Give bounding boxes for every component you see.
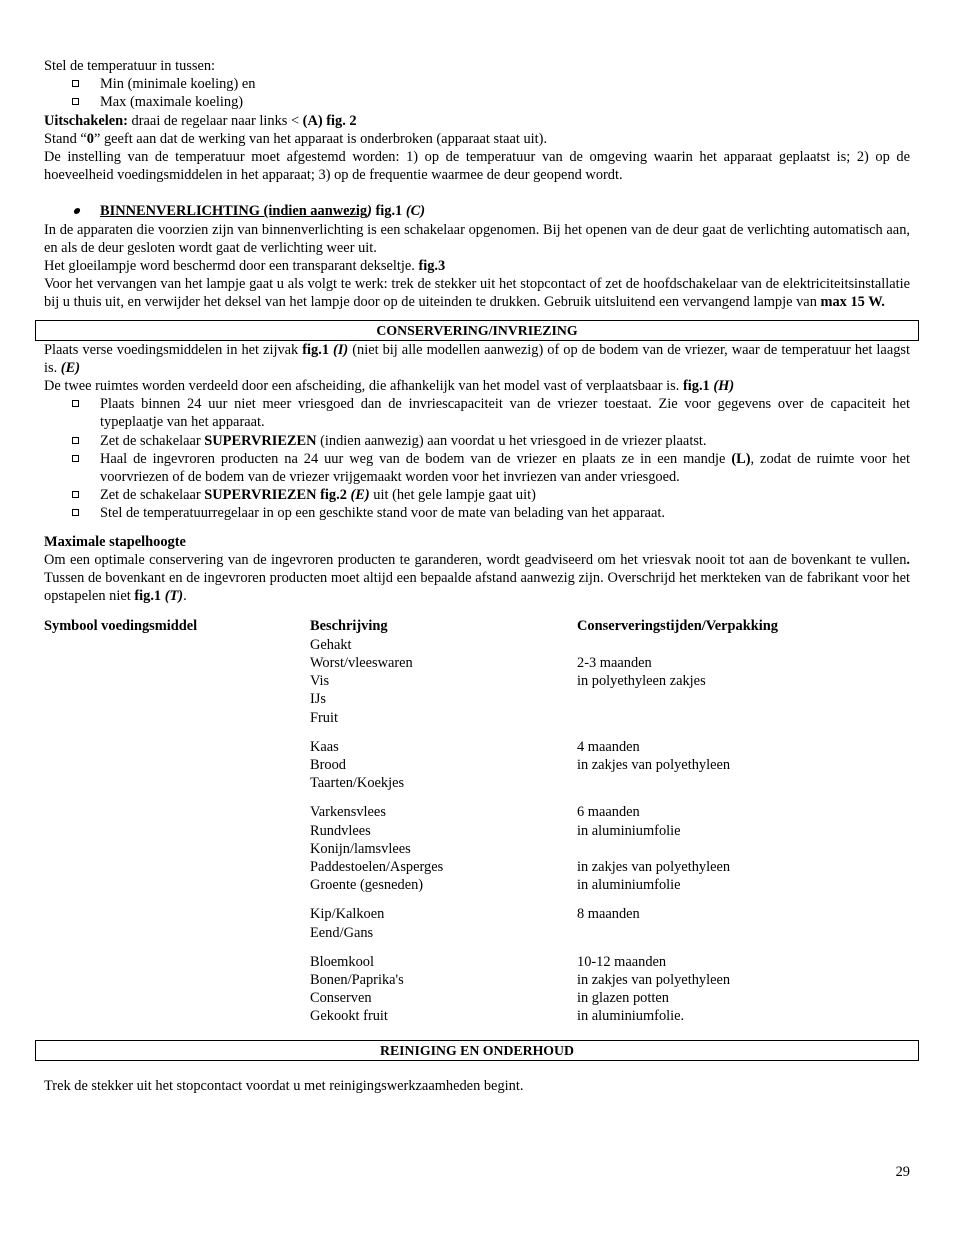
lighting-paragraph-1: In de apparaten die voorzien zijn van binnenverlichting is een schakelaar opgenomen. Bij het openen van de deur gaat de verlichting automatisch aan, en als de deur gesloten wordt gaat de verlichting weer uit. [44, 221, 910, 256]
description-cell: Bonen/Paprika's [310, 971, 404, 988]
cleaning-paragraph: Trek de stekker uit het stopcontact voordat u met reinigingswerkzaamheden begint. [44, 1077, 524, 1094]
description-cell: Conserven [310, 990, 372, 1007]
manual-page [44, 57, 910, 1095]
symbol-cell [44, 792, 310, 821]
off-paragraph: Uitschakelen: draai de regelaar naar links < (A) fig. 2 [44, 112, 357, 129]
symbol-cell [44, 894, 310, 923]
description-cell: Fruit [310, 709, 338, 726]
stacking-paragraph: Om een optimale conservering van de ingevroren producten te garanderen, wordt geadviseerd om het vriesvak nooit tot aan de bovenkant te vullen. Tussen de bovenkant en de ingevroren producten moet altijd een bepaalde afstand aanwezig zijn. Overschrijd het merkteken van de fabrikant voor het opstapelen niet fig.1 (T). [44, 551, 910, 605]
checkbox-bullet-icon [72, 491, 79, 498]
table-row [44, 636, 910, 654]
table-row [44, 989, 910, 1007]
description-cell: Paddestoelen/Asperges [310, 858, 444, 875]
description-cell: Worst/vleeswaren [310, 654, 413, 671]
list-item: Min (minimale koeling) en [44, 75, 910, 93]
set-temp-text: Stel de temperatuur in tussen: [44, 58, 216, 74]
section-header-cleaning: REINIGING EN ONDERHOUD [35, 1040, 919, 1061]
table-row [44, 942, 910, 971]
symbol-cell [44, 727, 310, 756]
storage-time-cell: 10-12 maanden [577, 953, 667, 970]
table-row [44, 654, 910, 672]
description-cell: Konijn/lamsvlees [310, 840, 411, 857]
list-item: Zet de schakelaar SUPERVRIEZEN fig.2 (E) uit (het gele lampje gaat uit) [44, 486, 910, 504]
symbol-cell [44, 971, 310, 989]
table-row [44, 672, 910, 690]
symbol-cell [44, 924, 310, 942]
table-row [44, 709, 910, 727]
storage-time-cell [577, 774, 910, 792]
symbol-cell [44, 636, 310, 654]
description-cell: Kaas [310, 738, 339, 755]
page-number: 29 [895, 1164, 910, 1180]
table-row [44, 894, 910, 923]
storage-time-cell: in zakjes van polyethyleen [577, 971, 731, 988]
symbol-cell [44, 690, 310, 708]
checkbox-bullet-icon [72, 455, 79, 462]
list-item: Stel de temperatuurregelaar in op een geschikte stand voor de mate van belading van het apparaat. [44, 504, 910, 522]
table-row [44, 774, 910, 792]
table-row [44, 756, 910, 774]
checkbox-bullet-icon [72, 98, 79, 105]
conserving-paragraph-1: Plaats verse voedingsmiddelen in het zijvak fig.1 (I) (niet bij alle modellen aanwezig) of op de bodem van de vriezer, waar de temperatuur het laagst is. (E) [44, 341, 910, 376]
table-row [44, 971, 910, 989]
storage-time-cell [577, 924, 910, 942]
symbol-cell [44, 876, 310, 894]
stacking-title: Maximale stapelhoogte [44, 533, 186, 550]
conserving-paragraph-2: De twee ruimtes worden verdeeld door een afscheiding, die afhankelijk van het model vast of verplaatsbaar is. fig.1 (H) [44, 378, 735, 395]
storage-time-cell [577, 709, 910, 727]
checkbox-bullet-icon [72, 400, 79, 407]
table-row [44, 876, 910, 894]
storage-time-cell: in zakjes van polyethyleen [577, 756, 731, 773]
description-cell: Rundvlees [310, 822, 371, 839]
symbol-cell [44, 709, 310, 727]
description-cell: Gehakt [310, 636, 352, 653]
table-row [44, 822, 910, 840]
table-row [44, 690, 910, 708]
table-header-cell: Beschrijving [310, 618, 388, 635]
description-cell: Eend/Gans [310, 924, 374, 941]
checkbox-bullet-icon [72, 509, 79, 516]
storage-time-cell: in aluminiumfolie. [577, 1008, 685, 1025]
section-header-conserving: CONSERVERING/INVRIEZING [35, 320, 919, 341]
checkbox-bullet-icon [72, 437, 79, 444]
description-cell: Vis [310, 673, 330, 690]
storage-time-cell: in glazen potten [577, 990, 669, 1007]
table-row [44, 727, 910, 756]
symbol-cell [44, 774, 310, 792]
storage-time-cell [577, 636, 910, 654]
storage-time-cell: 6 maanden [577, 804, 640, 821]
lighting-heading: BINNENVERLICHTING (indien aanwezig) fig.1 (C) [44, 202, 910, 220]
list-item: Zet de schakelaar SUPERVRIEZEN (indien aanwezig) aan voordat u het vriesgoed in de vriezer plaatst. [44, 432, 910, 450]
setting-paragraph: De instelling van de temperatuur moet afgestemd worden: 1) op de temperatuur van de omgeving waarin het apparaat geplaatst is; 2) op de hoeveelheid voedingsmiddelen in het apparaat; 3) op de frequentie waarmee de deur geopend wordt. [44, 149, 910, 184]
symbol-cell [44, 654, 310, 672]
description-cell: Brood [310, 756, 346, 773]
lighting-paragraph-2: Het gloeilampje word beschermd door een transparant dekseltje. fig.3 [44, 258, 446, 275]
table-header-cell: Conserveringstijden/Verpakking [577, 618, 778, 635]
table-row [44, 858, 910, 876]
bullet-dot-icon [73, 208, 81, 214]
list-item: Max (maximale koeling) [44, 93, 910, 111]
description-cell: IJs [310, 691, 326, 708]
description-cell: Bloemkool [310, 953, 374, 970]
storage-time-cell: in polyethyleen zakjes [577, 673, 706, 690]
description-cell: Gekookt fruit [310, 1008, 388, 1025]
table-row [44, 792, 910, 821]
table-row [44, 924, 910, 942]
table-row [44, 840, 910, 858]
storage-time-cell: in zakjes van polyethyleen [577, 858, 731, 875]
table-header-row [44, 617, 910, 635]
lighting-paragraph-3: Voor het vervangen van het lampje gaat u als volgt te werk: trek de stekker uit het stopcontact of zet de hoofdschakelaar van de elektriciteitsinstallatie bij u thuis uit, en verwijder het deksel van het lampje door op de uiteinden te drukken. Gebruik uitsluitend een vervangend lampje van max 15 W. [44, 276, 910, 311]
storage-time-cell: 4 maanden [577, 738, 640, 755]
storage-time-cell: 8 maanden [577, 906, 640, 923]
symbol-cell [44, 1007, 310, 1025]
symbol-cell [44, 989, 310, 1007]
symbol-cell [44, 756, 310, 774]
symbol-cell [44, 858, 310, 876]
table-header-cell: Symbool voedingsmiddel [44, 618, 198, 635]
symbol-cell [44, 942, 310, 971]
storage-table [44, 617, 910, 1025]
symbol-cell [44, 840, 310, 858]
storage-time-cell [577, 690, 910, 708]
table-row [44, 1007, 910, 1025]
description-cell: Varkensvlees [310, 804, 386, 821]
symbol-cell [44, 822, 310, 840]
stand-paragraph: Stand “0” geeft aan dat de werking van het apparaat is onderbroken (apparaat staat uit). [44, 130, 548, 147]
list-item: Plaats binnen 24 uur niet meer vriesgoed dan de invriescapaciteit van de vriezer toestaat. Zie voor gegevens over de capaciteit het typeplaatje van het apparaat. [44, 395, 910, 431]
storage-time-cell [577, 840, 910, 858]
description-cell: Taarten/Koekjes [310, 775, 405, 792]
symbol-cell [44, 672, 310, 690]
storage-time-cell: 2-3 maanden [577, 654, 652, 671]
freezing-steps-list [44, 395, 910, 522]
temp-range-list [44, 75, 910, 111]
list-item: Haal de ingevroren producten na 24 uur weg van de bodem van de vriezer en plaats ze in een mandje (L), zodat de ruimte voor het voorvriezen of de bodem van de vriezer vrijgemaakt worden voor het invriezen van ander vriesgoed. [44, 450, 910, 486]
description-cell: Groente (gesneden) [310, 877, 424, 894]
description-cell: Kip/Kalkoen [310, 906, 385, 923]
storage-time-cell: in aluminiumfolie [577, 877, 681, 894]
checkbox-bullet-icon [72, 80, 79, 87]
storage-time-cell: in aluminiumfolie [577, 822, 681, 839]
